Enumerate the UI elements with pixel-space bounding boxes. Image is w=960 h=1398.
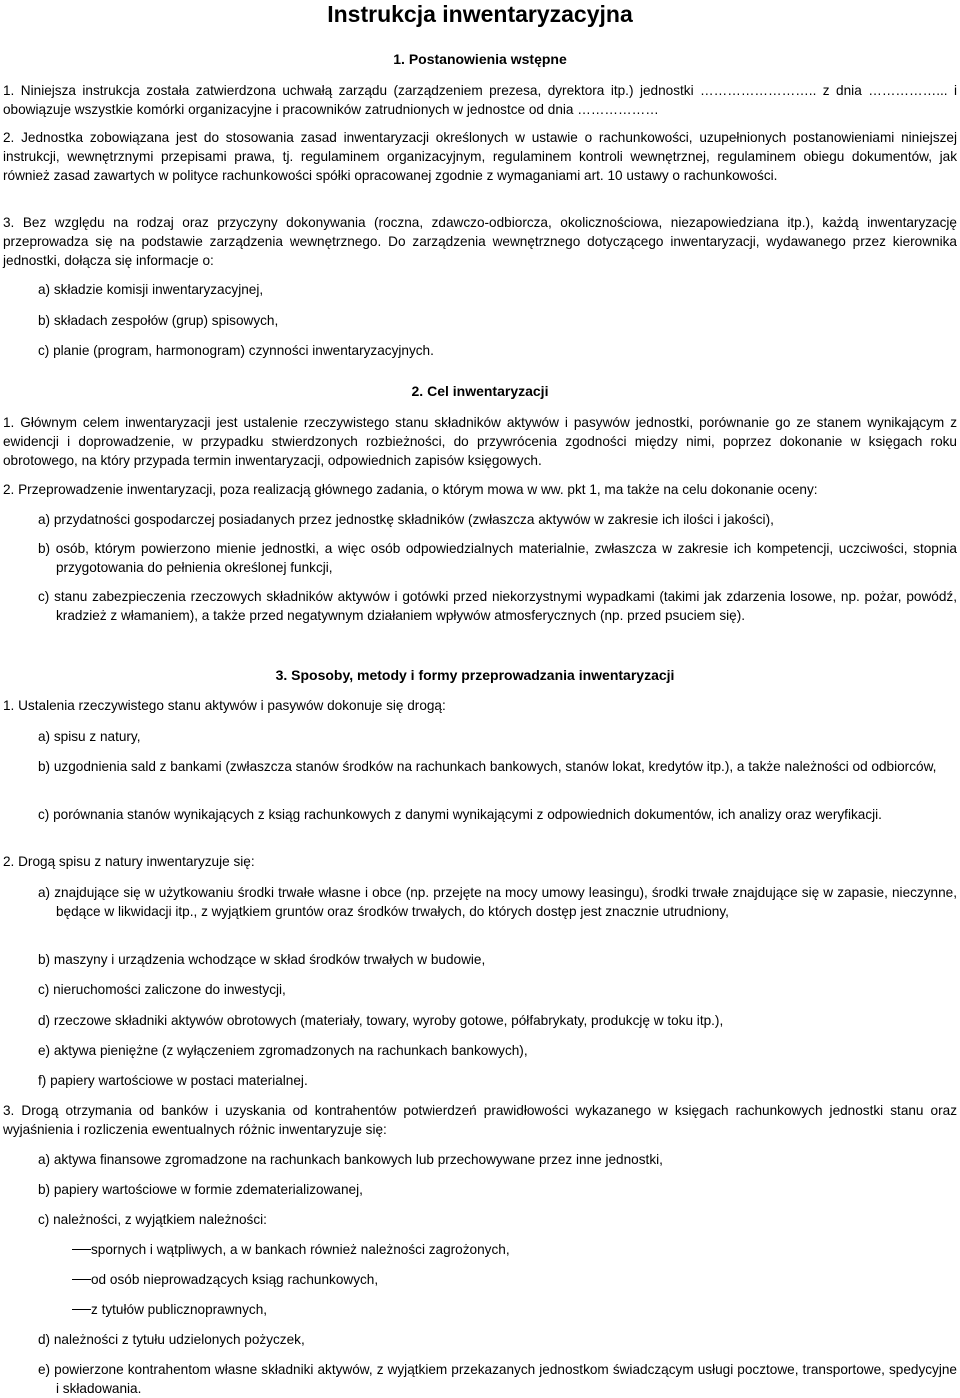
- section-3-item-1c: c) porównania stanów wynikających z ksiąg rachunkowych z danymi wynikającymi z odpowiednich dokumentów, ich analizy oraz weryfikacji.: [38, 807, 882, 822]
- section-3-item-1a: a) spisu z natury,: [38, 729, 141, 744]
- section-3-item-2a: a) znajdujące się w użytkowaniu środki trwałe własne i obce (np. przejęte na mocy umowy leasingu), środki trwałe znajdujące się w zapasie, nieczynne, będące w likwidacji itp., z wyjątkiem gruntów oraz środków trwałych, do których dostęp jest znacznie utrudniony,: [38, 885, 957, 919]
- section-2-item-b: b) osób, którym powierzono mienie jednostki, a więc osób odpowiedzialnych materialnie, zwłaszcza w zakresie ich kompetencji, uczciwości, stopnia przygotowania do pełnienia określonej funkcji,: [38, 541, 957, 575]
- section-1-paragraph-3: 3. Bez względu na rodzaj oraz przyczyny dokonywania (roczna, zdawczo-odbiorcza, okolicznościowa, niezapowiedziana itp.), każdą inwentaryzację przeprowadza się na podstawie zarządzenia wewnętrznego. Do zarządzenia wewnętrznego dotyczącego inwentaryzacji, wydawanego przez kierownika jednostki, dołącza się informacje o:: [3, 215, 957, 268]
- dash-bullet-icon: [72, 1249, 91, 1251]
- document-title: Instrukcja inwentaryzacyjna: [327, 1, 633, 27]
- section-3-item-2d: d) rzeczowe składniki aktywów obrotowych (materiały, towary, wyroby gotowe, półfabrykaty, produkcję w toku itp.),: [38, 1013, 724, 1028]
- section-3-paragraph-2: 2. Drogą spisu z natury inwentaryzuje się:: [3, 854, 255, 869]
- section-2-item-c: c) stanu zabezpieczenia rzeczowych składników aktywów i gotówki przed niekorzystnymi wypadkami (takimi jak zdarzenia losowe, np. pożar, powódź, kradzież z włamaniem), a także przed negatywnym działaniem wpływów atmosferycznych (np. przed psuciem się).: [38, 589, 957, 623]
- section-2-paragraph-1: 1. Głównym celem inwentaryzacji jest ustalenie rzeczywistego stanu składników aktywów i pasywów jednostki, porównanie go ze stanem wynikającym z ewidencji i doprowadzenie, w przypadku stwierdzonych rozbieżności, do przywrócenia zgodności między nimi, poprzez dokonanie w księgach roku obrotowego, na który przypada termin inwentaryzacji, odpowiednich zapisów księgowych.: [3, 415, 957, 468]
- section-1-paragraph-2: 2. Jednostka zobowiązana jest do stosowania zasad inwentaryzacji określonych w ustawie o rachunkowości, uzupełnionych postanowieniami niniejszej instrukcji, wewnętrznymi przepisami prawa, tj. regulaminem organizacyjnym, regulaminem kontroli wewnętrznej, regulaminem obiegu dokumentów, jak również zasad zawartych w polityce rachunkowości spółki opracowanej zgodnie z wymaganiami art. 10 ustawy o rachunkowości.: [3, 130, 957, 183]
- section-3-item-3c: c) należności, z wyjątkiem należności:: [38, 1212, 267, 1227]
- dash-item-text: spornych i wątpliwych, a w bankach również należności zagrożonych,: [91, 1242, 510, 1257]
- section-3-item-2e: e) aktywa pieniężne (z wyłączeniem zgromadzonych na rachunkach bankowych),: [38, 1043, 528, 1058]
- section-3-dash-item-3: [72, 1300, 952, 1319]
- dash-item-text: z tytułów publicznoprawnych,: [91, 1302, 268, 1317]
- section-3-paragraph-1: 1. Ustalenia rzeczywistego stanu aktywów i pasywów dokonuje się drogą:: [3, 698, 446, 713]
- section-3-item-4d: d) należności z tytułu udzielonych pożyczek,: [38, 1332, 305, 1347]
- section-1-item-c: c) planie (program, harmonogram) czynności inwentaryzacyjnych.: [38, 343, 434, 358]
- section-1-heading: 1. Postanowienia wstępne: [393, 51, 567, 67]
- section-3-heading: 3. Sposoby, metody i formy przeprowadzania inwentaryzacji: [275, 667, 675, 683]
- section-3-item-2f: f) papiery wartościowe w postaci materialnej.: [38, 1073, 308, 1088]
- section-3-dash-item-2: [72, 1270, 952, 1289]
- section-3-item-1b: b) uzgodnienia sald z bankami (zwłaszcza stanów środków na rachunkach bankowych, stanów lokat, kredytów itp.), a także należności od odbiorców,: [38, 759, 937, 774]
- section-1-item-a: a) składzie komisji inwentaryzacyjnej,: [38, 282, 264, 297]
- section-3-item-3a: a) aktywa finansowe zgromadzone na rachunkach bankowych lub przechowywane przez inne jednostki,: [38, 1152, 663, 1167]
- section-3-item-3b: b) papiery wartościowe w formie zdematerializowanej,: [38, 1182, 363, 1197]
- section-2-heading: 2. Cel inwentaryzacji: [411, 383, 549, 399]
- section-3-item-2c: c) nieruchomości zaliczone do inwestycji,: [38, 982, 286, 997]
- section-1-item-b: b) składach zespołów (grup) spisowych,: [38, 313, 279, 328]
- dash-bullet-icon: [72, 1279, 91, 1281]
- section-3-item-4e: e) powierzone kontrahentom własne składniki aktywów, z wyjątkiem przekazanych jednostkom świadczącym usługi pocztowe, transportowe, spedycyjne i składowania.: [38, 1362, 957, 1396]
- section-1-paragraph-1: 1. Niniejsza instrukcja została zatwierdzona uchwałą zarządu (zarządzeniem prezesa, dyrektora itp.) jednostki …………………….. z dnia ……………... i obowiązuje wszystkie komórki organizacyjne i pracowników zatrudnionych w jednostce od dnia ………………: [3, 83, 957, 117]
- section-2-paragraph-2: 2. Przeprowadzenie inwentaryzacji, poza realizacją głównego zadania, o którym mowa w ww. pkt 1, ma także na celu dokonanie oceny:: [3, 482, 818, 497]
- section-2-item-a: a) przydatności gospodarczej posiadanych przez jednostkę składników (zwłaszcza aktywów w zakresie ich ilości i jakości),: [38, 512, 774, 527]
- dash-bullet-icon: [72, 1309, 91, 1311]
- section-3-paragraph-3: 3. Drogą otrzymania od banków i uzyskania od kontrahentów potwierdzeń prawidłowości wykazanego w księgach rachunkowych jednostki stanu oraz wyjaśnienia i rozliczenia ewentualnych różnic inwentaryzuje się:: [3, 1103, 957, 1137]
- dash-item-text: od osób nieprowadzących ksiąg rachunkowych,: [91, 1272, 379, 1287]
- section-3-dash-item-1: [72, 1240, 952, 1259]
- section-3-item-2b: b) maszyny i urządzenia wchodzące w skład środków trwałych w budowie,: [38, 952, 486, 967]
